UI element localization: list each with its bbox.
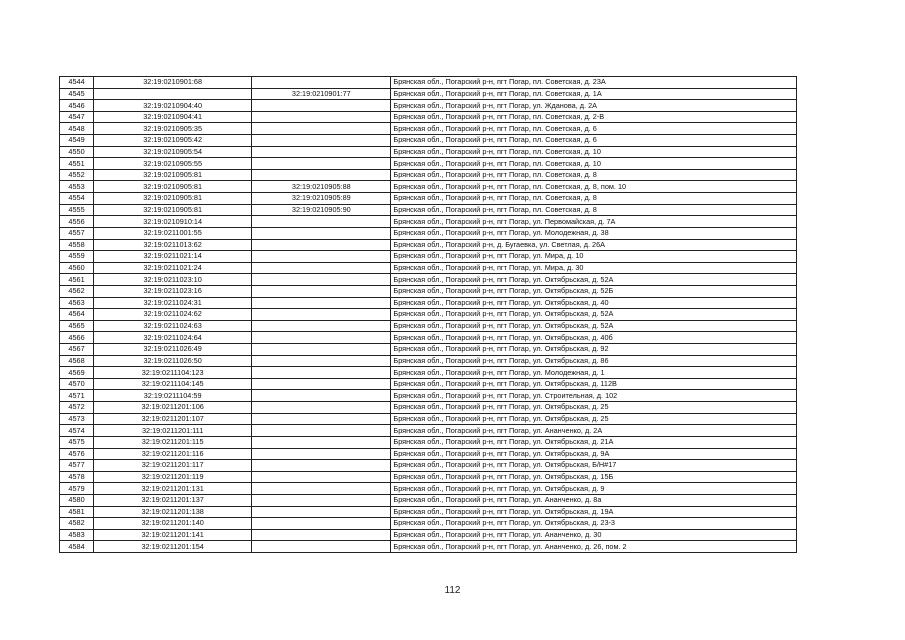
- address-cell: Брянская обл., Погарский р-н, пгт Погар, пл. Советская, д. 10: [391, 158, 797, 170]
- cadastral-number-cell: 32:19:0211024:63: [94, 320, 252, 332]
- address-cell: Брянская обл., Погарский р-н, пгт Погар, ул. Октябрьская, д. 112В: [391, 378, 797, 390]
- cadastral-number-cell: 32:19:0211104:59: [94, 390, 252, 402]
- table-row: [60, 332, 797, 344]
- table-row: [60, 204, 797, 216]
- table-row: [60, 169, 797, 181]
- address-cell: Брянская обл., Погарский р-н, пгт Погар, ул. Октябрьская, д. 52А: [391, 274, 797, 286]
- cadastral-number-cell: 32:19:0210901:68: [94, 77, 252, 89]
- cadastral-number-secondary-cell: [252, 529, 391, 541]
- table-row: [60, 344, 797, 356]
- address-cell: Брянская обл., Погарский р-н, пгт Погар, ул. Строительная, д. 102: [391, 390, 797, 402]
- address-cell: Брянская обл., Погарский р-н, пгт Погар, ул. Октябрьская, д. 9А: [391, 448, 797, 460]
- cadastral-number-cell: 32:19:0210910:14: [94, 216, 252, 228]
- cadastral-number-cell: 32:19:0211201:137: [94, 494, 252, 506]
- row-number-cell: 4563: [60, 297, 94, 309]
- cadastral-number-cell: 32:19:0211201:117: [94, 460, 252, 472]
- table-row: [60, 123, 797, 135]
- row-number-cell: 4547: [60, 111, 94, 123]
- row-number-cell: 4545: [60, 88, 94, 100]
- cadastral-number-cell: 32:19:0210905:35: [94, 123, 252, 135]
- cadastral-number-cell: 32:19:0210905:81: [94, 193, 252, 205]
- cadastral-number-secondary-cell: [252, 518, 391, 530]
- cadastral-number-secondary-cell: [252, 390, 391, 402]
- table-row: [60, 413, 797, 425]
- cadastral-number-cell: 32:19:0211013:62: [94, 239, 252, 251]
- cadastral-number-secondary-cell: [252, 448, 391, 460]
- table-row: [60, 227, 797, 239]
- row-number-cell: 4562: [60, 285, 94, 297]
- row-number-cell: 4584: [60, 541, 94, 553]
- cadastral-number-secondary-cell: [252, 494, 391, 506]
- cadastral-number-cell: 32:19:0210904:41: [94, 111, 252, 123]
- cadastral-number-cell: 32:19:0211104:145: [94, 378, 252, 390]
- row-number-cell: 4583: [60, 529, 94, 541]
- table-row: [60, 100, 797, 112]
- cadastral-number-secondary-cell: [252, 251, 391, 263]
- table-row: [60, 146, 797, 158]
- address-cell: Брянская обл., Погарский р-н, пгт Погар, ул. Октябрьская, д. 92: [391, 344, 797, 356]
- cadastral-number-secondary-cell: [252, 460, 391, 472]
- cadastral-number-secondary-cell: [252, 541, 391, 553]
- cadastral-number-secondary-cell: [252, 332, 391, 344]
- address-cell: Брянская обл., Погарский р-н, пгт Погар, пл. Советская, д. 8: [391, 193, 797, 205]
- table-row: [60, 239, 797, 251]
- cadastral-number-cell: 32:19:0211201:106: [94, 402, 252, 414]
- cadastral-number-cell: 32:19:0211201:141: [94, 529, 252, 541]
- cadastral-number-secondary-cell: [252, 274, 391, 286]
- address-cell: Брянская обл., Погарский р-н, пгт Погар, ул. Ананченко, д. 8а: [391, 494, 797, 506]
- cadastral-number-cell: 32:19:0211201:119: [94, 471, 252, 483]
- cadastral-number-cell: 32:19:0211023:16: [94, 285, 252, 297]
- address-cell: Брянская обл., Погарский р-н, пгт Погар, пл. Советская, д. 1А: [391, 88, 797, 100]
- table-row: [60, 251, 797, 263]
- row-number-cell: 4572: [60, 402, 94, 414]
- cadastral-number-secondary-cell: [252, 297, 391, 309]
- row-number-cell: 4570: [60, 378, 94, 390]
- row-number-cell: 4567: [60, 344, 94, 356]
- address-cell: Брянская обл., Погарский р-н, пгт Погар, пл. Советская, д. 6: [391, 135, 797, 147]
- row-number-cell: 4559: [60, 251, 94, 263]
- row-number-cell: 4582: [60, 518, 94, 530]
- row-number-cell: 4551: [60, 158, 94, 170]
- row-number-cell: 4577: [60, 460, 94, 472]
- table-row: [60, 471, 797, 483]
- row-number-cell: 4544: [60, 77, 94, 89]
- cadastral-number-cell: [94, 88, 252, 100]
- address-cell: Брянская обл., Погарский р-н, пгт Погар, ул. Октябрьская, д. 40: [391, 297, 797, 309]
- cadastral-number-cell: 32:19:0211024:64: [94, 332, 252, 344]
- address-cell: Брянская обл., Погарский р-н, пгт Погар, ул. Октябрьская, д. 9: [391, 483, 797, 495]
- table-row: [60, 285, 797, 297]
- table-row: [60, 297, 797, 309]
- address-cell: Брянская обл., Погарский р-н, пгт Погар, ул. Ананченко, д. 30: [391, 529, 797, 541]
- row-number-cell: 4578: [60, 471, 94, 483]
- cadastral-number-cell: 32:19:0211024:31: [94, 297, 252, 309]
- cadastral-number-cell: 32:19:0210905:54: [94, 146, 252, 158]
- address-cell: Брянская обл., Погарский р-н, пгт Погар, ул. Мира, д. 30: [391, 262, 797, 274]
- cadastral-number-cell: 32:19:0210905:81: [94, 169, 252, 181]
- address-cell: Брянская обл., Погарский р-н, пгт Погар, пл. Советская, д. 8: [391, 169, 797, 181]
- cadastral-number-secondary-cell: [252, 413, 391, 425]
- address-cell: Брянская обл., Погарский р-н, д. Бугаевка, ул. Светлая, д. 26А: [391, 239, 797, 251]
- table-row: [60, 216, 797, 228]
- address-cell: Брянская обл., Погарский р-н, пгт Погар, ул. Октябрьская, д. 15Б: [391, 471, 797, 483]
- row-number-cell: 4576: [60, 448, 94, 460]
- cadastral-number-secondary-cell: 32:19:0210905:89: [252, 193, 391, 205]
- address-cell: Брянская обл., Погарский р-н, пгт Погар, пл. Советская, д. 8: [391, 204, 797, 216]
- cadastral-number-cell: 32:19:0210905:42: [94, 135, 252, 147]
- cadastral-number-cell: 32:19:0211201:111: [94, 425, 252, 437]
- cadastral-number-cell: 32:19:0210905:81: [94, 181, 252, 193]
- cadastral-number-secondary-cell: [252, 402, 391, 414]
- row-number-cell: 4571: [60, 390, 94, 402]
- table-row: [60, 320, 797, 332]
- address-cell: Брянская обл., Погарский р-н, пгт Погар, ул. Октябрьская, д. 86: [391, 355, 797, 367]
- cadastral-number-cell: 32:19:0211001:55: [94, 227, 252, 239]
- table-row: [60, 436, 797, 448]
- table-row: [60, 309, 797, 321]
- table-row: [60, 262, 797, 274]
- cadastral-number-cell: 32:19:0211021:24: [94, 262, 252, 274]
- cadastral-number-cell: 32:19:0211026:49: [94, 344, 252, 356]
- row-number-cell: 4548: [60, 123, 94, 135]
- row-number-cell: 4552: [60, 169, 94, 181]
- address-cell: Брянская обл., Погарский р-н, пгт Погар, пл. Советская, д. 8, пом. 10: [391, 181, 797, 193]
- address-cell: Брянская обл., Погарский р-н, пгт Погар, ул. Октябрьская, д. 21А: [391, 436, 797, 448]
- row-number-cell: 4549: [60, 135, 94, 147]
- table-row: [60, 135, 797, 147]
- cadastral-number-cell: 32:19:0211201:138: [94, 506, 252, 518]
- table-row: [60, 541, 797, 553]
- address-cell: Брянская обл., Погарский р-н, пгт Погар, ул. Октябрьская, д. 25: [391, 413, 797, 425]
- address-cell: Брянская обл., Погарский р-н, пгт Погар, ул. Октябрьская, д. 52А: [391, 320, 797, 332]
- cadastral-number-secondary-cell: [252, 378, 391, 390]
- address-cell: Брянская обл., Погарский р-н, пгт Погар, ул. Жданова, д. 2А: [391, 100, 797, 112]
- table-row: [60, 111, 797, 123]
- table-row: [60, 425, 797, 437]
- row-number-cell: 4564: [60, 309, 94, 321]
- table-row: [60, 448, 797, 460]
- cadastral-number-secondary-cell: [252, 367, 391, 379]
- table-row: [60, 378, 797, 390]
- address-cell: Брянская обл., Погарский р-н, пгт Погар, ул. Октябрьская, д. 25: [391, 402, 797, 414]
- cadastral-number-secondary-cell: [252, 262, 391, 274]
- cadastral-number-secondary-cell: [252, 285, 391, 297]
- table-row: [60, 483, 797, 495]
- cadastral-number-cell: 32:19:0210904:40: [94, 100, 252, 112]
- table-row: [60, 367, 797, 379]
- address-cell: Брянская обл., Погарский р-н, пгт Погар, пл. Советская, д. 23А: [391, 77, 797, 89]
- table-row: [60, 494, 797, 506]
- cadastral-number-secondary-cell: [252, 135, 391, 147]
- cadastral-number-cell: 32:19:0210905:81: [94, 204, 252, 216]
- row-number-cell: 4558: [60, 239, 94, 251]
- table-row: [60, 274, 797, 286]
- cadastral-number-secondary-cell: [252, 239, 391, 251]
- address-cell: Брянская обл., Погарский р-н, пгт Погар, ул. Молодежная, д. 38: [391, 227, 797, 239]
- address-cell: Брянская обл., Погарский р-н, пгт Погар, ул. Октябрьская, д. 52А: [391, 309, 797, 321]
- cadastral-number-cell: 32:19:0211023:10: [94, 274, 252, 286]
- table-row: [60, 529, 797, 541]
- cadastral-number-cell: 32:19:0210905:55: [94, 158, 252, 170]
- row-number-cell: 4553: [60, 181, 94, 193]
- address-cell: Брянская обл., Погарский р-н, пгт Погар, ул. Октябрьская, д. 40б: [391, 332, 797, 344]
- address-cell: Брянская обл., Погарский р-н, пгт Погар, ул. Октябрьская, Б/Н#17: [391, 460, 797, 472]
- address-cell: Брянская обл., Погарский р-н, пгт Погар, пл. Советская, д. 6: [391, 123, 797, 135]
- cadastral-number-secondary-cell: [252, 111, 391, 123]
- cadastral-number-cell: 32:19:0211201:131: [94, 483, 252, 495]
- row-number-cell: 4568: [60, 355, 94, 367]
- row-number-cell: 4550: [60, 146, 94, 158]
- row-number-cell: 4556: [60, 216, 94, 228]
- row-number-cell: 4579: [60, 483, 94, 495]
- address-cell: Брянская обл., Погарский р-н, пгт Погар, ул. Первомайская, д. 7А: [391, 216, 797, 228]
- row-number-cell: 4575: [60, 436, 94, 448]
- cadastral-number-secondary-cell: [252, 227, 391, 239]
- cadastral-number-secondary-cell: [252, 320, 391, 332]
- row-number-cell: 4581: [60, 506, 94, 518]
- row-number-cell: 4560: [60, 262, 94, 274]
- cadastral-number-cell: 32:19:0211024:62: [94, 309, 252, 321]
- cadastral-number-secondary-cell: 32:19:0210901:77: [252, 88, 391, 100]
- cadastral-number-cell: 32:19:0211026:50: [94, 355, 252, 367]
- address-cell: Брянская обл., Погарский р-н, пгт Погар, ул. Октябрьская, д. 52Б: [391, 285, 797, 297]
- cadastral-number-cell: 32:19:0211201:154: [94, 541, 252, 553]
- cadastral-number-secondary-cell: 32:19:0210905:88: [252, 181, 391, 193]
- cadastral-number-secondary-cell: [252, 146, 391, 158]
- cadastral-number-secondary-cell: [252, 158, 391, 170]
- cadastral-number-secondary-cell: [252, 436, 391, 448]
- row-number-cell: 4573: [60, 413, 94, 425]
- row-number-cell: 4569: [60, 367, 94, 379]
- table-row: [60, 506, 797, 518]
- address-cell: Брянская обл., Погарский р-н, пгт Погар, ул. Ананченко, д. 2А: [391, 425, 797, 437]
- cadastral-number-secondary-cell: [252, 123, 391, 135]
- cadastral-number-cell: 32:19:0211201:116: [94, 448, 252, 460]
- row-number-cell: 4574: [60, 425, 94, 437]
- cadastral-number-cell: 32:19:0211201:107: [94, 413, 252, 425]
- address-cell: Брянская обл., Погарский р-н, пгт Погар, пл. Советская, д. 10: [391, 146, 797, 158]
- row-number-cell: 4546: [60, 100, 94, 112]
- table-row: [60, 88, 797, 100]
- cadastral-number-secondary-cell: [252, 471, 391, 483]
- cadastral-number-cell: 32:19:0211104:123: [94, 367, 252, 379]
- cadastral-number-secondary-cell: [252, 77, 391, 89]
- cadastral-number-secondary-cell: [252, 355, 391, 367]
- cadastral-number-secondary-cell: [252, 425, 391, 437]
- address-cell: Брянская обл., Погарский р-н, пгт Погар, ул. Ананченко, д. 26, пом. 2: [391, 541, 797, 553]
- cadastral-number-cell: 32:19:0211201:115: [94, 436, 252, 448]
- cadastral-number-secondary-cell: [252, 344, 391, 356]
- row-number-cell: 4557: [60, 227, 94, 239]
- cadastral-number-cell: 32:19:0211201:140: [94, 518, 252, 530]
- address-cell: Брянская обл., Погарский р-н, пгт Погар, ул. Октябрьская, д. 23-3: [391, 518, 797, 530]
- row-number-cell: 4580: [60, 494, 94, 506]
- cadastral-number-secondary-cell: [252, 483, 391, 495]
- row-number-cell: 4565: [60, 320, 94, 332]
- cadastral-number-secondary-cell: [252, 309, 391, 321]
- table-row: [60, 390, 797, 402]
- cadastral-number-secondary-cell: 32:19:0210905:90: [252, 204, 391, 216]
- table-body: [60, 77, 797, 553]
- row-number-cell: 4555: [60, 204, 94, 216]
- address-cell: Брянская обл., Погарский р-н, пгт Погар, ул. Октябрьская, д. 19А: [391, 506, 797, 518]
- table-row: [60, 518, 797, 530]
- table-row: [60, 355, 797, 367]
- address-cell: Брянская обл., Погарский р-н, пгт Погар, пл. Советская, д. 2-В: [391, 111, 797, 123]
- cadastral-number-secondary-cell: [252, 100, 391, 112]
- address-cell: Брянская обл., Погарский р-н, пгт Погар, ул. Молодежная, д. 1: [391, 367, 797, 379]
- cadastral-number-secondary-cell: [252, 169, 391, 181]
- table-row: [60, 158, 797, 170]
- table-row: [60, 460, 797, 472]
- table-row: [60, 193, 797, 205]
- row-number-cell: 4566: [60, 332, 94, 344]
- table-row: [60, 77, 797, 89]
- table-row: [60, 181, 797, 193]
- address-cell: Брянская обл., Погарский р-н, пгт Погар, ул. Мира, д. 10: [391, 251, 797, 263]
- row-number-cell: 4561: [60, 274, 94, 286]
- row-number-cell: 4554: [60, 193, 94, 205]
- property-registry-table: [59, 76, 797, 553]
- table-row: [60, 402, 797, 414]
- page-number: 112: [444, 585, 461, 596]
- cadastral-number-secondary-cell: [252, 506, 391, 518]
- cadastral-number-secondary-cell: [252, 216, 391, 228]
- cadastral-number-cell: 32:19:0211021:14: [94, 251, 252, 263]
